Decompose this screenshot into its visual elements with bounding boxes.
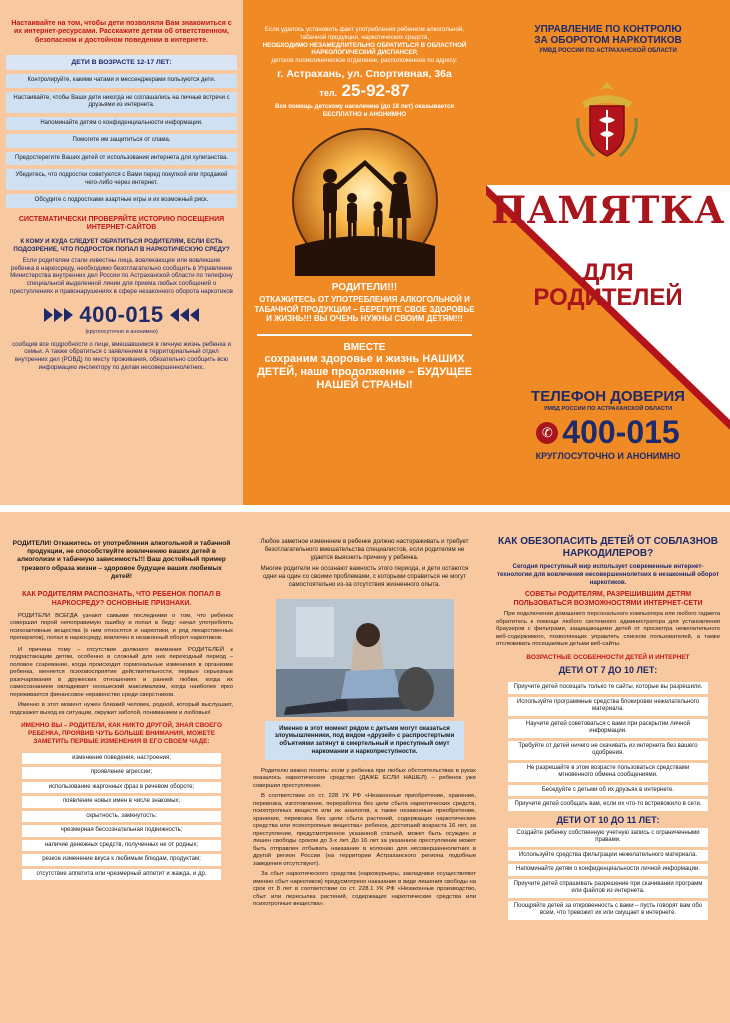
internet-intro: Настаивайте на том, чтобы дети позволяли Вам знакомиться с их интернет-ресурсами. Расскажите детям об ответственном, безопасном и достойном поведении в интернете. xyxy=(11,20,232,44)
hotline-note: (круглосуточно и анонимно) xyxy=(85,328,158,335)
bottom-middle-panel xyxy=(243,512,486,1023)
signs-title: ИМЕННО ВЫ – РОДИТЕЛИ, КАК НИКТО ДРУГОЙ, ЗНАЯ СВОЕГО РЕБЕНКА, ПРОЯВИВ ЧУТЬ БОЛЬШЕ ВНИМАНИЯ, МОЖЕТЕ ЗАМЕТИТЬ ПЕРВЫЕ ИЗМЕНЕНИЯ В ЕГО СВОЕМ ЧАДЕ: xyxy=(21,722,222,745)
age-7-10-item: Не разрешайте в этом возрасте пользоваться средствами мгновенного обмена сообщениями. xyxy=(508,763,708,782)
parents-appeal-text: ОТКАЖИТЕСЬ ОТ УПОТРЕБЛЕНИЯ АЛКОГОЛЬНОЙ И ТАБАЧНОЙ ПРОДУКЦИИ – БЕРЕГИТЕ СВОЕ ЗДОРОВЬЕ И ЖИЗНЬ!!! ВЫ ОЧЕНЬ НУЖНЫ СВОИМ ДЕТЯМ!!! xyxy=(254,295,475,324)
sign-item: чрезмерная бессознательная подвижность; xyxy=(22,825,221,837)
where-to-go-title: К КОМУ И КУДА СЛЕДУЕТ ОБРАТИТЬСЯ РОДИТЕЛЯМ, ЕСЛИ ЕСТЬ ПОДОЗРЕНИЕ, ЧТО ПОДРОСТОК ПОПАЛ В НАРКОТИЧЕСКУЮ СРЕДУ? xyxy=(13,238,230,254)
law-paragraph: В соответствии со ст. 228 УК РФ «Незаконные приобретение, хранение, перевозка, изготовление, переработка без цели сбыта наркотических средств, психотропных веществ или их аналогов, а также незаконные приобретение, хранение, перевозка без цели сбыта растений, содержащих наркотические средства или психотропные вещества» ребенок, достигший возраста 16 лет, за преступление, предусмотренное указанной статьей, может быть осужден и лишен свободы сроком до 3-х лет. До 16 лет за указанное преступление может быть отправлен отбывать наказание в колонию для несовершеннолетних в другой регион России (на территории Астраханского региона подобные заведения отсутствуют). xyxy=(253,793,476,867)
report-outro: сообщив все подробности о лице, вмешавшемся в личную жизнь ребенка и семьи. А также обратиться с заявлением в территориальный отдел внутренних дел (РОВД) по месту проживания, обязательно сообщить всю информацию инспектору по делам несовершеннолетних. xyxy=(12,340,231,371)
top-middle-panel xyxy=(243,0,486,505)
dispensary-address: г. Астрахань, ул. Спортивная, 36а xyxy=(277,67,452,80)
age-7-10-item: Приучите детей сообщать вам, если их что-то встревожило в сети. xyxy=(508,799,708,811)
top-left-panel xyxy=(0,0,243,505)
photo-caption: Именно в этот момент рядом с детьми могут оказаться злоумышленники, под видом «друзей» с распростертыми объятиями затянут в смертельный и преступный омут наркомании и наркопреступности. xyxy=(265,721,464,760)
law-paragraph: За сбыт наркотического средства (наркокурьеры, закладчики осуществляют именно сбыт наркотиков) предусмотрено наказание в виде лишения свободы на срок от 8 лет в соответствии со ст. 228.1 УК РФ «Незаконные производство, сбыт или пересылка растений, содержащих наркотические средства или психотропные вещества». xyxy=(253,871,476,907)
bottom-right-panel xyxy=(486,512,730,1023)
age-7-10-item: Требуйте от детей ничего не скачивать из интернета без вашего одобрения. xyxy=(508,741,708,760)
brochure-inner-side xyxy=(0,512,730,1023)
cover-subtitle: ДЛЯ РОДИТЕЛЕЙ xyxy=(533,259,683,312)
age-10-11-item: Используйте средства фильтрации нежелательного материала. xyxy=(508,850,708,862)
recognize-title: КАК РОДИТЕЛЯМ РАСПОЗНАТЬ, ЧТО РЕБЕНОК ПОПАЛ В НАРКОСРЕДУ? ОСНОВНЫЕ ПРИЗНАКИ. xyxy=(22,591,221,607)
sign-item: изменение поведения, настроения; xyxy=(22,753,221,765)
law-paragraph: Родителю важно понять: если у ребенка при любых обстоятельствах в руках оказалось наркотическое средство (ДАЖЕ ЕСЛИ НАШЕЛ) – ребенок уже совершил преступление. xyxy=(253,767,476,789)
dispensary-phone: тел. 25-92-87 xyxy=(319,80,410,100)
sign-item: скрытность, замкнутость; xyxy=(22,811,221,823)
organization-header: УПРАВЛЕНИЕ ПО КОНТРОЛЮ ЗА ОБОРОТОМ НАРКОТИКОВ УМВД РОССИИ ПО АСТРАХАНСКОЙ ОБЛАСТИ xyxy=(534,24,682,54)
age-features-title: ВОЗРАСТНЫЕ ОСОБЕННОСТИ ДЕТЕЙ И ИНТЕРНЕТ xyxy=(526,653,690,661)
sign-item: появление новых имен в числе знакомых; xyxy=(22,796,221,808)
age-10-11-item: Приучите детей спрашивать разрешение при скачивании программ или файлов из интернета. xyxy=(508,879,708,898)
hotline-number: 400-015 xyxy=(79,301,164,327)
trust-hotline-org: УМВД РОССИИ ПО АСТРАХАНСКОЙ ОБЛАСТИ xyxy=(543,406,673,412)
sad-teen-photo xyxy=(276,599,454,717)
age-10-11-item: Напоминайте детям о конфиденциальности личной информации. xyxy=(508,864,708,876)
dispensary-intro: Если удалось установить факт употребления ребенком алкогольной, табачной продукции, наркотических средств, НЕОБХОДИМО НЕЗАМЕДЛИТЕЛЬНО ОБРАТИТЬСЯ В ОБЛАСТНОЙ НАРКОЛОГИЧЕСКИЙ ДИСПАНСЕР, детское поликлиническое отделение, расположенное по адресу: xyxy=(262,26,467,64)
trust-hotline-title: ТЕЛЕФОН ДОВЕРИЯ xyxy=(531,388,685,405)
protect-lead: Сегодня преступный мир использует современные интернет-технологии для вовлечения несовершеннолетних в незаконный оборот наркотиков. xyxy=(496,563,720,586)
recognize-paragraph: РОДИТЕЛИ ВСЕГДА узнают самыми последними о том, что ребенок совершил порой непоправимую ошибку и попал в беду: начал употреблять психоактивные вещества (к ним относятся и наркотики, и ряд лекарственных препаратов), попал в наркосреду, вовлечен в незаконный оборот наркотиков. xyxy=(10,612,233,642)
changes-intro-2: Многие родители не осознают важность этого периода, и дети остаются одни на один со своими проблемами, с которыми справиться не могут самостоятельно из-за отсутствия жизненного опыта. xyxy=(260,565,469,588)
age-12-17-title: ДЕТИ В ВОЗРАСТЕ 12-17 ЛЕТ: xyxy=(6,55,237,70)
parents-appeal-2: РОДИТЕЛИ! Откажитесь от употребления алкогольной и табачной продукции, не способствуйте вовлечению ваших детей в алкоголизм и табачную зависимость!!! Ваш достойный пример трезвого образа жизни – здоровое будущее ваших любимых детей! xyxy=(12,540,231,580)
advice-text: При подключении домашнего персонального компьютера или любого гаджета обратитесь к помощи любого системного администратора для установления браузеров с фильтрами, защищающими детей от просмотра нежелательного веб-содержимого, позволяющих управлять списком пользователей, а также отслеживать посещаемые детьми веб-сайты. xyxy=(496,611,720,648)
cover-panel xyxy=(486,0,730,505)
age-10-11-title: ДЕТИ ОТ 10 ДО 11 ЛЕТ: xyxy=(556,814,660,825)
tip-item: Помогите им защититься от спама. xyxy=(6,134,237,148)
tip-item: Предостерегите Ваших детей от использования интернета для хулиганства. xyxy=(6,152,237,166)
sign-item: наличие денежных средств, полученных не от родных; xyxy=(22,840,221,852)
together-slogan: ВМЕСТЕ сохраним здоровье и жизнь НАШИХ ДЕТЕЙ, наше продолжение – БУДУЩЕЕ НАШЕЙ СТРАНЫ! xyxy=(257,342,472,392)
sign-item: использование жаргонных фраз в речевом обороте; xyxy=(22,782,221,794)
free-help-note: Вся помощь детскому населению (до 18 лет) оказывается БЕСПЛАТНО и АНОНИМНО xyxy=(274,102,454,118)
recognize-paragraph: И причина тому – отсутствие должного внимания РОДИТЕЛЕЙ к подрастающим детям, особенно в сложный для них переходный период – половое созревание, когда происходит гормональные изменения в организме ребенка, меняется психовосприятие действительности, первые серьезные разочарования в дружеских отношениях и ранней любви, когда их самосознанием овладевает юношеский максимализм, когда наиболее ярко переживается финансовое неравенство среди сверстников. xyxy=(10,646,233,698)
chevrons-right-icon xyxy=(44,308,73,322)
age-10-11-item: Поощряйте детей за откровенность с вами – пусть говорят вам обо всем, что тревожит их или смущает в интернете. xyxy=(508,901,708,920)
trust-hotline-number: 400-015 xyxy=(562,414,680,450)
where-to-go-text: Если родителям стали известны лица, вовлекающие или вовлекшие ребенка в наркосреду, необходимо безотлагательно сообщить в Управление Министерства внутренних дел России по Астраханской области по телефону специальной выделенной линии для приема любых сообщений о преступлениях и правонарушениях в сфере незаконного оборота наркотиков xyxy=(10,256,233,295)
age-7-10-title: ДЕТИ ОТ 7 ДО 10 ЛЕТ: xyxy=(558,665,658,676)
parents-appeal-title: РОДИТЕЛИ!!! xyxy=(331,282,398,294)
family-silhouette-image xyxy=(290,126,440,276)
sign-item: отсутствие аппетита или чрезмерный аппетит и жажда, и др. xyxy=(22,869,221,881)
divider xyxy=(257,334,472,336)
parents-appeal xyxy=(243,282,486,324)
age-7-10-item: Беседуйте с детьми об их друзьях в интернете. xyxy=(508,785,708,797)
tip-item: Обсудите с подростками азартные игры и их возможный риск. xyxy=(6,194,237,208)
trust-hotline-note: КРУГЛОСУТОЧНО И АНОНИМНО xyxy=(535,451,681,461)
age-7-10-item: Приучите детей посещать только те сайты, которые вы разрешили. xyxy=(508,682,708,694)
police-emblem-icon xyxy=(574,78,640,162)
hotline-row xyxy=(10,302,233,328)
advice-title: СОВЕТЫ РОДИТЕЛЯМ, РАЗРЕШИВШИМ ДЕТЯМ ПОЛЬЗОВАТЬСЯ ВОЗМОЖНОСТЯМИ ИНТЕРНЕТ-СЕТИ xyxy=(513,591,703,607)
sign-item: проявление агрессии; xyxy=(22,767,221,779)
cover-title: ПАМЯТКА xyxy=(491,188,725,232)
sign-item: резкое изменение вкуса к любимым блюдам, продуктам; xyxy=(22,854,221,866)
tip-item: Убедитесь, что подростки советуются с Вами перед покупкой или продажей чего-либо через интернет. xyxy=(6,169,237,190)
chevrons-left-icon xyxy=(170,308,199,322)
tip-item: Контролируйте, какими чатами и мессенджерами пользуются дети. xyxy=(6,74,237,88)
age-7-10-item: Используйте программные средства блокировки нежелательного материала. xyxy=(508,697,708,716)
age-10-11-item: Создайте ребенку собственную учетную запись с ограниченными правами. xyxy=(508,828,708,847)
history-check-title: СИСТЕМАТИЧЕСКИ ПРОВЕРЯЙТЕ ИСТОРИЮ ПОСЕЩЕНИЯ ИНТЕРНЕТ-САЙТОВ xyxy=(18,215,225,232)
tip-item: Настаивайте, чтобы Ваши дети никогда не соглашались на личные встречи с друзьями из интернета. xyxy=(6,92,237,113)
brochure-outer-side xyxy=(0,0,730,505)
phone-icon: ✆ xyxy=(536,422,558,444)
protect-question: КАК ОБЕЗОПАСИТЬ ДЕТЕЙ ОТ СОБЛАЗНОВ НАРКОДИЛЕРОВ? xyxy=(497,536,718,559)
age-7-10-item: Научите детей советоваться с вами при раскрытии личной информации. xyxy=(508,719,708,738)
bottom-left-panel xyxy=(0,512,243,1023)
recognize-paragraph: Именно в этот момент нужен близкий человек, родной, который выслушает, подскажет выход из ситуации, окружит заботой, пониманием и любовью! xyxy=(10,702,233,716)
trust-hotline xyxy=(486,388,730,461)
tip-item: Напоминайте детям о конфиденциальности информации. xyxy=(6,117,237,131)
changes-intro: Любое заметное изменение в ребенке должно настораживать и требует безотлагательного вмешательства специалистов, если родителям не удается выяснить причину у ребенка. xyxy=(260,538,469,561)
